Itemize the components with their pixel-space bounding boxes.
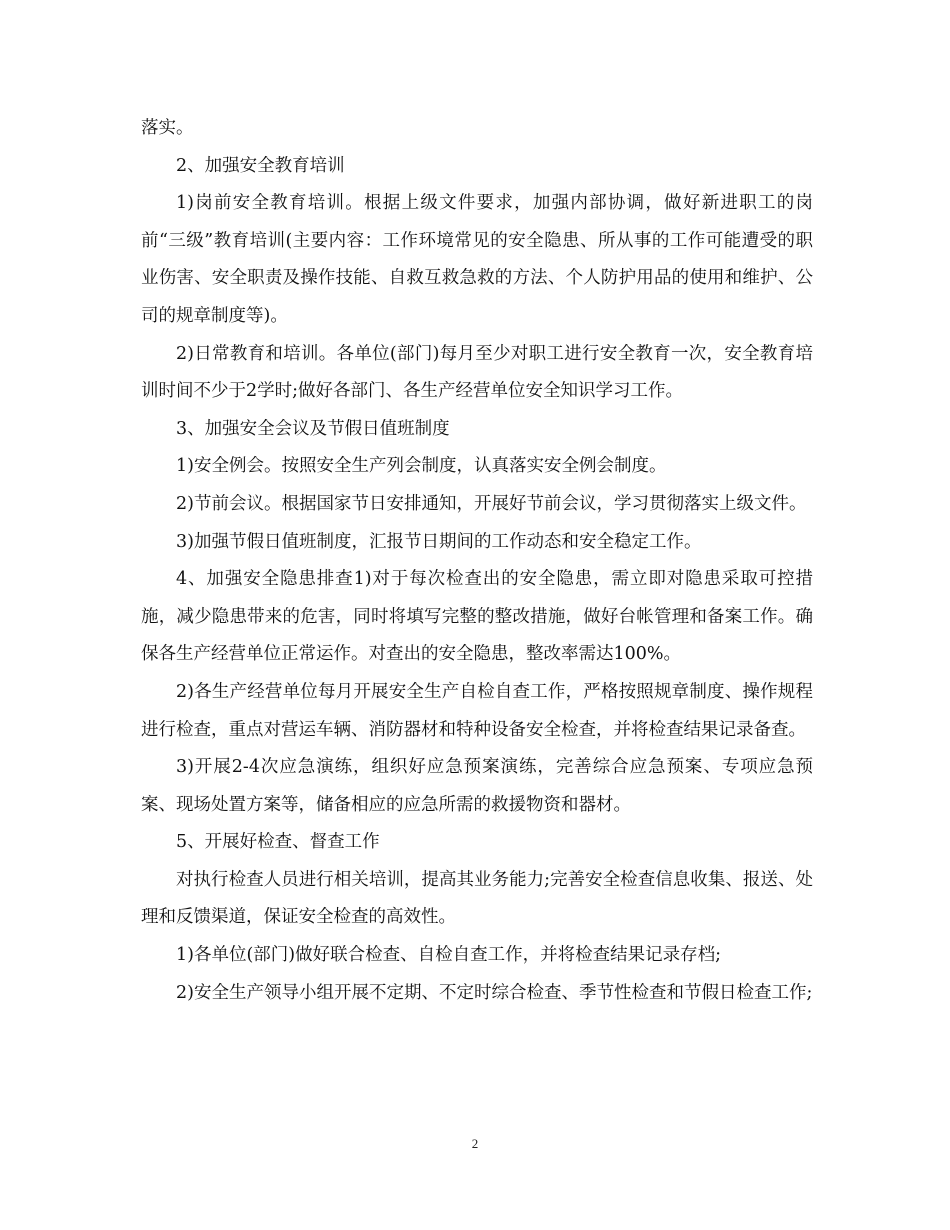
paragraph: 对执行检查人员进行相关培训，提高其业务能力;完善安全检查信息收集、报送、处理和反馈渠道，保证安全检查的高效性。	[141, 869, 813, 928]
section-heading-3: 3、加强安全会议及节假日值班制度	[176, 418, 450, 439]
paragraph: 3)加强节假日值班制度，汇报节日期间的工作动态和安全稳定工作。	[176, 531, 702, 552]
paragraph: 3)开展2-4次应急演练，组织好应急预案演练，完善综合应急预案、专项应急预案、现场处置方案等，储备相应的应急所需的救援物资和器材。	[141, 757, 813, 815]
paragraph: 2)节前会议。根据国家节日安排通知，开展好节前会议，学习贯彻落实上级文件。	[176, 493, 807, 514]
paragraph: 1)安全例会。按照安全生产列会制度，认真落实安全例会制度。	[176, 456, 667, 477]
section-heading-4: 4、加强安全隐患排查1)对于每次检查出的安全隐患，需立即对隐患采取可控措施，减少隐患带来的危害，同时将填写完整的整改措施，做好台帐管理和备案工作。确保各生产经营单位正常运作。对查出的安全隐患，整改率需达100%。	[141, 569, 813, 665]
paragraph: 2)安全生产领导小组开展不定期、不定时综合检查、季节性检查和节假日检查工作;	[176, 982, 813, 1003]
section-heading-5: 5、开展好检查、督查工作	[176, 832, 380, 853]
page-number: 2	[471, 1136, 479, 1151]
paragraph: 1)岗前安全教育培训。根据上级文件要求，加强内部协调，做好新进职工的岗前“三级”教育培训(主要内容：工作环境常见的安全隐患、所从事的工作可能遭受的职业伤害、安全职责及操作技能、自救互救急救的方法、个人防护用品的使用和维护、公司的规章制度等)。	[141, 193, 813, 326]
paragraph: 1)各单位(部门)做好联合检查、自检自查工作，并将检查结果记录存档;	[176, 945, 722, 966]
paragraph-continuation: 落实。	[141, 118, 194, 138]
document-body	[141, 110, 813, 1012]
paragraph: 2)日常教育和培训。各单位(部门)每月至少对职工进行安全教育一次，安全教育培训时间不少于2学时;做好各部门、各生产经营单位安全知识学习工作。	[141, 343, 813, 402]
paragraph: 2)各生产经营单位每月开展安全生产自检自查工作，严格按照规章制度、操作规程进行检查，重点对营运车辆、消防器材和特种设备安全检查，并将检查结果记录备查。	[141, 681, 813, 740]
section-heading-2: 2、加强安全教育培训	[176, 155, 345, 176]
